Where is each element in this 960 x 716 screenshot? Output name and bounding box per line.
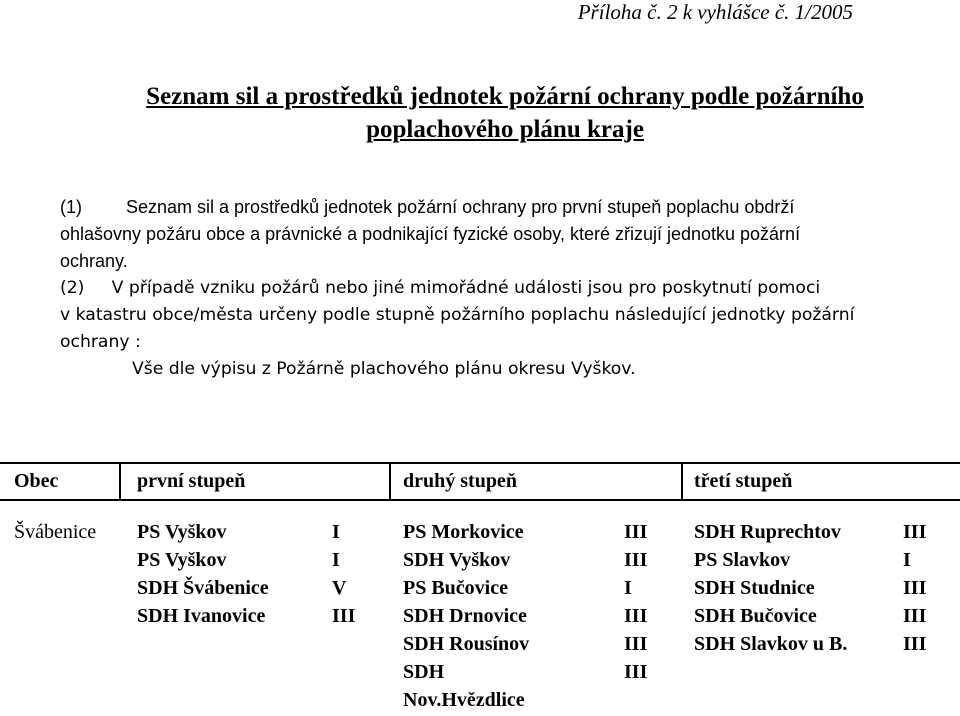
header-third-level: třetí stupeň [694, 470, 793, 492]
second-level: III [624, 633, 648, 655]
second-level: III [624, 521, 648, 543]
annex-label: Příloha č. 2 k vyhlášce č. 1/2005 [577, 0, 853, 24]
second-unit: Nov.Hvězdlice [403, 689, 525, 711]
second-level: III [624, 661, 648, 683]
second-levels-column [624, 518, 647, 686]
second-unit: SDH Drnovice [403, 605, 527, 627]
first-units-column [137, 518, 269, 630]
third-level: III [903, 605, 927, 627]
paragraph-2 [60, 275, 940, 383]
paragraph-2-line-2: v katastru obce/města určeny podle stupně požárního poplachu následující jednotky požární [60, 305, 855, 325]
third-levels-column [903, 518, 926, 658]
paragraph-2-line-4: Vše dle výpisu z Požárně plachového plánu okresu Vyškov. [132, 359, 636, 379]
third-level: III [903, 521, 927, 543]
header-obec: Obec [14, 470, 59, 492]
header-second-level: druhý stupeň [403, 470, 517, 492]
second-level: III [624, 549, 648, 571]
third-unit: SDH Slavkov u B. [694, 633, 848, 655]
second-units-column [403, 518, 529, 714]
title-line-1: Seznam sil a prostředků jednotek požární ochrany podle požárního [146, 83, 864, 110]
paragraph-1 [60, 194, 940, 275]
second-level: I [624, 577, 632, 599]
title-line-2: poplachového plánu kraje [366, 116, 644, 143]
first-level: I [332, 521, 340, 543]
first-unit: PS Vyškov [137, 549, 227, 571]
paragraph-1-line-1 [60, 194, 940, 221]
second-unit: PS Morkovice [403, 521, 524, 543]
paragraph-1-text-1: Seznam sil a prostředků jednotek požární ochrany pro první stupeň poplachu obdrží [126, 197, 795, 217]
table-header-border [0, 499, 960, 501]
second-level: III [624, 605, 648, 627]
first-level: I [332, 549, 340, 571]
third-unit: SDH Ruprechtov [694, 521, 841, 543]
first-level: V [332, 577, 347, 599]
third-level: III [903, 577, 927, 599]
paragraph-1-line-2: ohlašovny požáru obce a právnické a podnikající fyzické osoby, které zřizují jednotku požární [60, 224, 801, 244]
third-unit: SDH Bučovice [694, 605, 817, 627]
third-level: III [903, 633, 927, 655]
table-top-border [0, 462, 960, 464]
third-level: I [903, 549, 911, 571]
paragraph-2-line-3: ochrany : [60, 332, 141, 352]
header-first-level: první stupeň [137, 470, 246, 492]
paragraph-2-line-1: (2) V případě vzniku požárů nebo jiné mimořádné události jsou pro poskytnutí pomoci [60, 278, 821, 298]
table-divider-3 [681, 462, 683, 501]
first-level: III [332, 605, 356, 627]
first-unit: SDH Švábenice [137, 577, 269, 599]
second-unit: SDH Rousínov [403, 633, 530, 655]
third-unit: PS Slavkov [694, 549, 791, 571]
obec-name: Švábenice [14, 521, 97, 543]
first-levels-column [332, 518, 355, 630]
third-units-column [694, 518, 847, 658]
table-divider-2 [389, 462, 391, 501]
paragraph-1-line-3: ochrany. [60, 251, 128, 271]
document-title [0, 80, 960, 146]
third-unit: SDH Studnice [694, 577, 815, 599]
second-unit: SDH [403, 661, 445, 683]
paragraph-1-number: (1) [60, 197, 82, 217]
first-unit: SDH Ivanovice [137, 605, 266, 627]
table-divider-1 [119, 462, 121, 501]
second-unit: PS Bučovice [403, 577, 508, 599]
second-unit: SDH Vyškov [403, 549, 511, 571]
obec-cell [14, 518, 96, 546]
first-unit: PS Vyškov [137, 521, 227, 543]
